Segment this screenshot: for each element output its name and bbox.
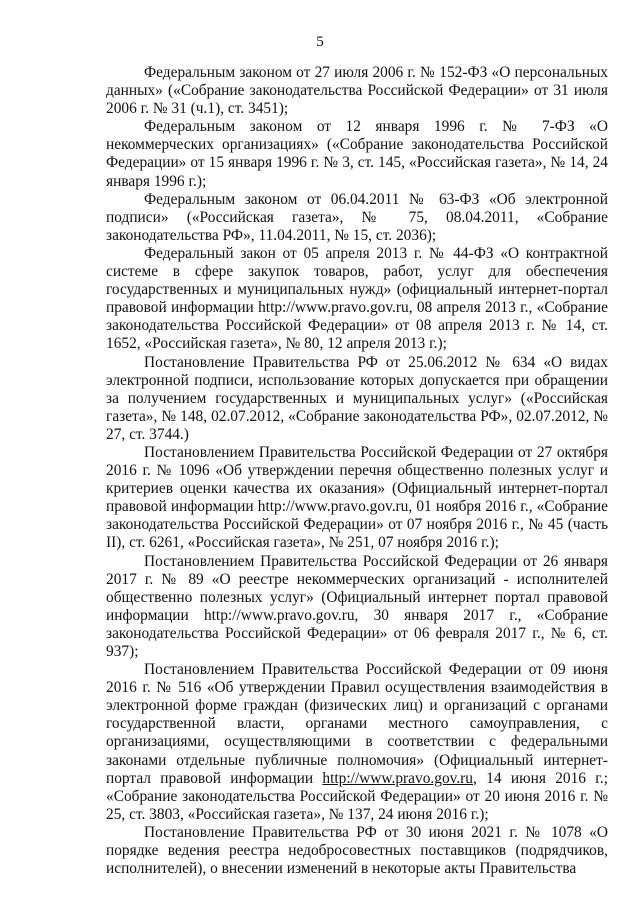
paragraph-decree-516	[106, 661, 608, 824]
document-body	[106, 64, 608, 878]
page-number: 5	[316, 34, 324, 50]
paragraph-decree-516-text-after: , 14 июня 2016 г.; «Собрание законодательства Российской Федерации» от 20 июня 2016 г. № 25, ст. 3803, «Российская газета», № 137, 24 июня 2016 г.);	[106, 769, 608, 823]
paragraph-decree-516-text-before: Постановлением Правительства Российской Федерации от 09 июня 2016 г. № 516 «Об утверждении Правил осуществления взаимодействия в электронной форме граждан (физических лиц) и организаций с органами государственной власти, органами местного самоуправления, с организациями, осуществляющими в соответствии с федеральными законами отдельные публичные полномочия» (Официальный интернет-портал правовой информации	[106, 661, 608, 787]
paragraph-decree-634: Постановление Правительства РФ от 25.06.2012 № 634 «О видах электронной подписи, использование которых допускается при обращении за получением государственных и муниципальных услуг» («Российская газета», № 148, 02.07.2012, «Собрание законодательства РФ», 02.07.2012, № 27, ст. 3744.)	[106, 353, 608, 443]
paragraph-law-44fz: Федеральный закон от 05 апреля 2013 г. № 44-ФЗ «О контрактной системе в сфере закупок товаров, работ, услуг для обеспечения государственных и муниципальных нужд» (официальный интернет-портал правовой информации http://www.pravo.gov.ru, 08 апреля 2013 г., «Собрание законодательства Российской Федерации» от 08 апреля 2013 г. № 14, ст. 1652, «Российская газета», № 80, 12 апреля 2013 г.);	[106, 244, 608, 353]
paragraph-law-63fz: Федеральным законом от 06.04.2011 № 63-ФЗ «Об электронной подписи» («Российская газета», № 75, 08.04.2011, «Собрание законодательства РФ», 11.04.2011, № 15, ст. 2036);	[106, 190, 608, 244]
paragraph-law-152fz: Федеральным законом от 27 июля 2006 г. № 152-ФЗ «О персональных данных» («Собрание законодательства Российской Федерации» от 31 июля 2006 г. № 31 (ч.1), ст. 3451);	[106, 64, 608, 118]
paragraph-decree-1078: Постановление Правительства РФ от 30 июня 2021 г. № 1078 «О порядке ведения реестра недобросовестных поставщиков (подрядчиков, исполнителей), о внесении изменений в некоторые акты Правительства	[106, 823, 608, 878]
paragraph-decree-1096: Постановлением Правительства Российской Федерации от 27 октября 2016 г. № 1096 «Об утверждении перечня общественно полезных услуг и критериев оценки качества их оказания» (Официальный интернет-портал правовой информации http://www.pravo.gov.ru, 01 ноября 2016 г., «Собрание законодательства Российской Федерации» от 07 ноября 2016 г., № 45 (часть II), ст. 6261, «Российская газета», № 251, 07 ноября 2016 г.);	[106, 443, 608, 552]
paragraph-decree-89: Постановлением Правительства Российской Федерации от 26 января 2017 г. № 89 «О реестре некоммерческих организаций - исполнителей общественно полезных услуг» (Официальный интернет портал правовой информации http://www.pravo.gov.ru, 30 января 2017 г., «Собрание законодательства Российской Федерации» от 06 февраля 2017 г., № 6, ст. 937);	[106, 552, 608, 660]
paragraph-law-7fz: Федеральным законом от 12 января 1996 г. № 7-ФЗ «О некоммерческих организациях» («Собрание законодательства Российской Федерации» от 15 января 1996 г. № 3, ст. 145, «Российская газета», № 14, 24 января 1996 г.);	[106, 118, 608, 190]
pravo-gov-link[interactable]: http://www.pravo.gov.ru	[322, 769, 473, 787]
